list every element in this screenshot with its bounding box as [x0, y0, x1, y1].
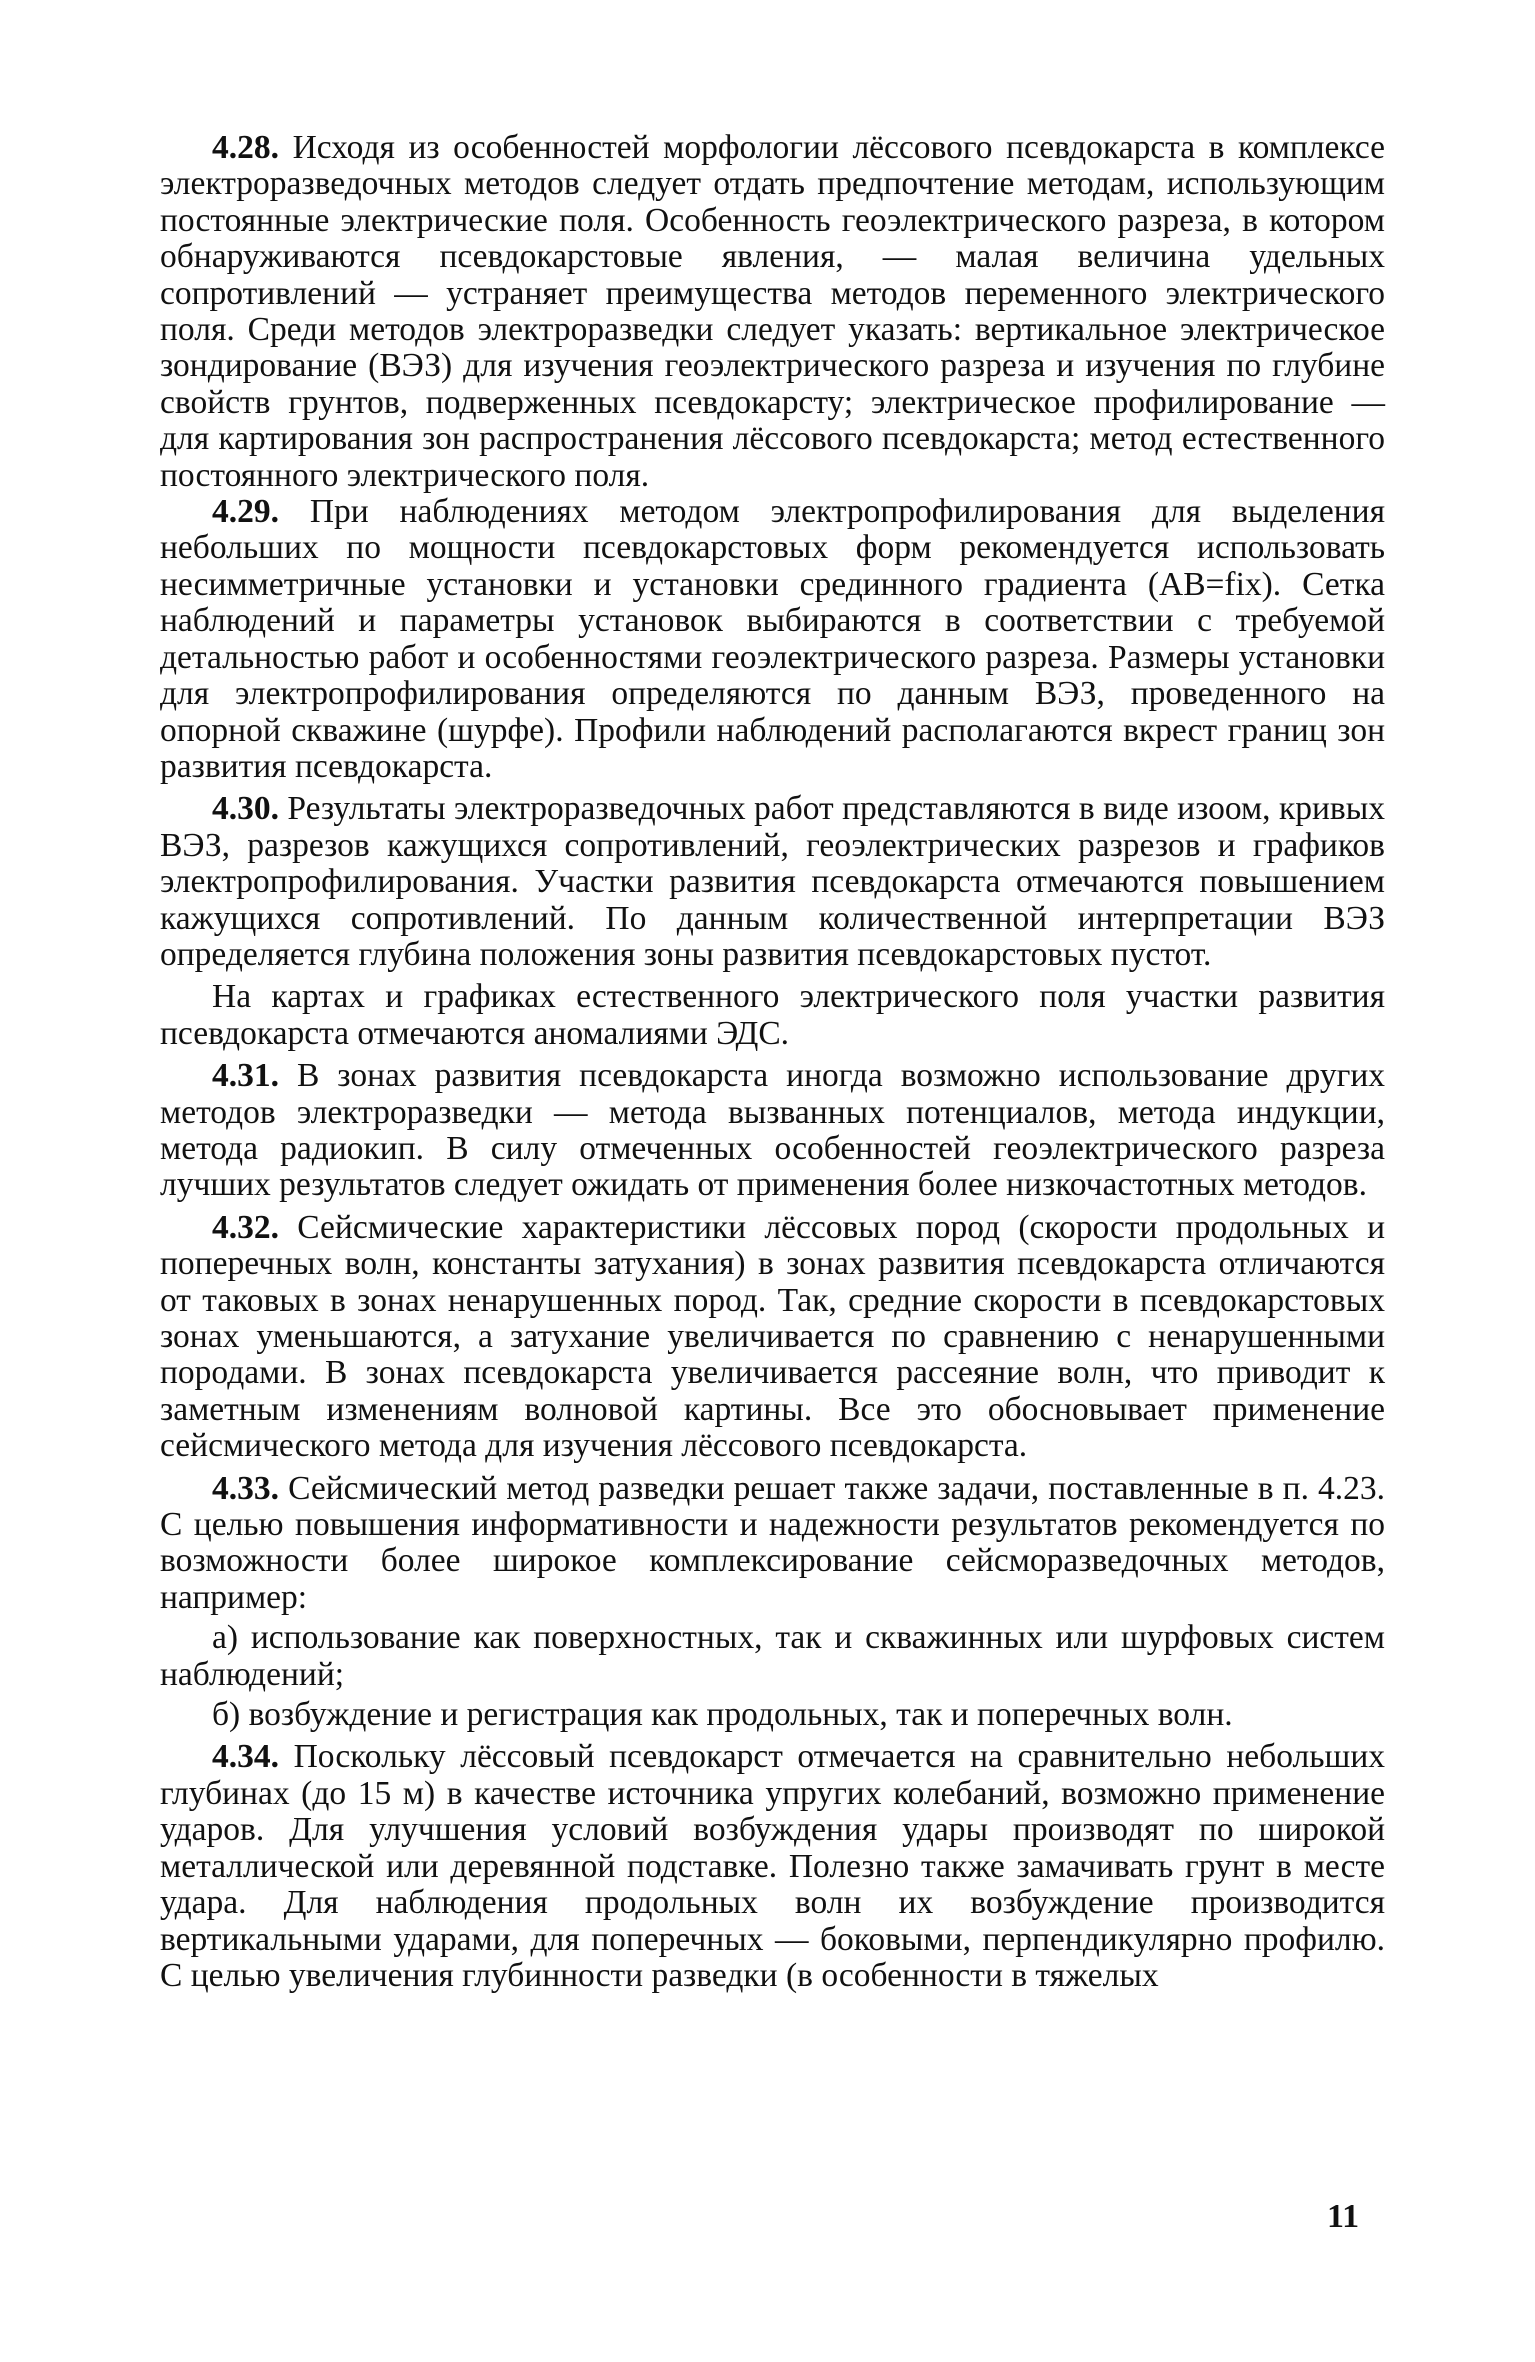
paragraph-4-33 — [160, 1471, 1385, 1617]
paragraph-text: Сейсмический метод разведки решает также задачи, поставленные в п. 4.23. С целью повышения информативности и надежности результатов рекомендуется по возможности более широкое комплексирование сейсморазведочных методов, например: — [160, 1469, 1386, 1616]
list-item-b — [160, 1697, 1385, 1733]
paragraph-text: При наблюдениях методом электропрофилирования для выделения небольших по мощности псевдокарстовых форм рекомендуется использовать несимметричные установки и установки срединного градиента (AB=fix). Сетка наблюдений и параметры установок выбираются в соответствии с требуемой детальностью работ и особенностями геоэлектрического разреза. Размеры установки для электропрофилирования определяются по данным ВЭЗ, проведенного на опорной скважине (шурфе). Профили наблюдений располагаются вкрест границ зон развития псевдокарста. — [160, 493, 1385, 785]
paragraph-4-30-continued — [160, 979, 1385, 1052]
section-number: 4.31. — [212, 1057, 279, 1095]
section-number: 4.34. — [212, 1738, 279, 1776]
section-number: 4.32. — [212, 1208, 279, 1246]
paragraph-text: б) возбуждение и регистрация как продольных, так и поперечных волн. — [212, 1696, 1233, 1734]
section-number: 4.29. — [212, 493, 279, 531]
paragraph-text: а) использование как поверхностных, так и скважинных или шурфовых систем наблюдений; — [160, 1619, 1385, 1693]
section-number: 4.28. — [212, 129, 279, 166]
paragraph-text: Результаты электроразведочных работ представляются в виде изоом, кривых ВЭЗ, разрезов кажущихся сопротивлений, геоэлектрических разрезов и графиков электропрофилирования. Участки развития псевдокарста отмечаются повышением кажущихся сопротивлений. По данным количественной интерпретации ВЭЗ определяется глубина положения зоны развития псевдокарстовых пустот. — [160, 790, 1385, 973]
paragraph-4-32 — [160, 1210, 1385, 1465]
paragraph-4-34 — [160, 1739, 1385, 1994]
paragraph-4-30 — [160, 791, 1385, 973]
paragraph-4-28 — [160, 130, 1385, 494]
paragraph-4-31 — [160, 1058, 1385, 1204]
page-number: 11 — [1327, 2198, 1360, 2235]
section-number: 4.33. — [212, 1469, 279, 1507]
paragraph-text: Поскольку лёссовый псевдокарст отмечается на сравнительно небольших глубинах (до 15 м) в качестве источника упругих колебаний, возможно применение ударов. Для улучшения условий возбуждения удары производят по широкой металлической или деревянной подставке. Полезно также замачивать грунт в месте удара. Для наблюдения продольных волн их возбуждение производится вертикальными ударами, для поперечных — боковыми, перпендикулярно профилю. С целью увеличения глубинности разведки (в особенности в тяжелых — [160, 1738, 1385, 1994]
list-item-a — [160, 1620, 1385, 1693]
section-number: 4.30. — [212, 790, 279, 828]
paragraph-text: Исходя из особенностей морфологии лёссового псевдокарста в комплексе электроразведочных методов следует отдать предпочтение методам, использующим постоянные электрические поля. Особенность геоэлектрического разреза, в котором обнаруживаются псевдокарстовые явления, — малая величина удельных сопротивлений — устраняет преимущества методов переменного электрического поля. Среди методов электроразведки следует указать: вертикальное электрическое зондирование (ВЭЗ) для изучения геоэлектрического разреза и изучения по глубине свойств грунтов, подверженных псевдокарсту; электрическое профилирование — для картирования зон распространения лёссового псевдокарста; метод естественного постоянного электрического поля. — [160, 129, 1386, 494]
paragraph-text: На картах и графиках естественного электрического поля участки развития псевдокарста отмечаются аномалиями ЭДС. — [160, 978, 1385, 1052]
paragraph-4-29 — [160, 494, 1385, 785]
document-page — [160, 130, 1385, 2330]
paragraph-text: Сейсмические характеристики лёссовых пород (скорости продольных и поперечных волн, константы затухания) в зонах развития псевдокарста отличаются от таковых в зонах ненарушенных пород. Так, средние скорости в псевдокарстовых зонах уменьшаются, а затухание увеличивается по сравнению с ненарушенными породами. В зонах псевдокарста увеличивается рассеяние волн, что приводит к заметным изменениям волновой картины. Все это обосновывает применение сейсмического метода для изучения лёссового псевдокарста. — [160, 1208, 1385, 1465]
paragraph-text: В зонах развития псевдокарста иногда возможно использование других методов электроразведки — метода вызванных потенциалов, метода индукции, метода радиокип. В силу отмеченных особенностей геоэлектрического разреза лучших результатов следует ожидать от применения более низкочастотных методов. — [160, 1057, 1386, 1204]
